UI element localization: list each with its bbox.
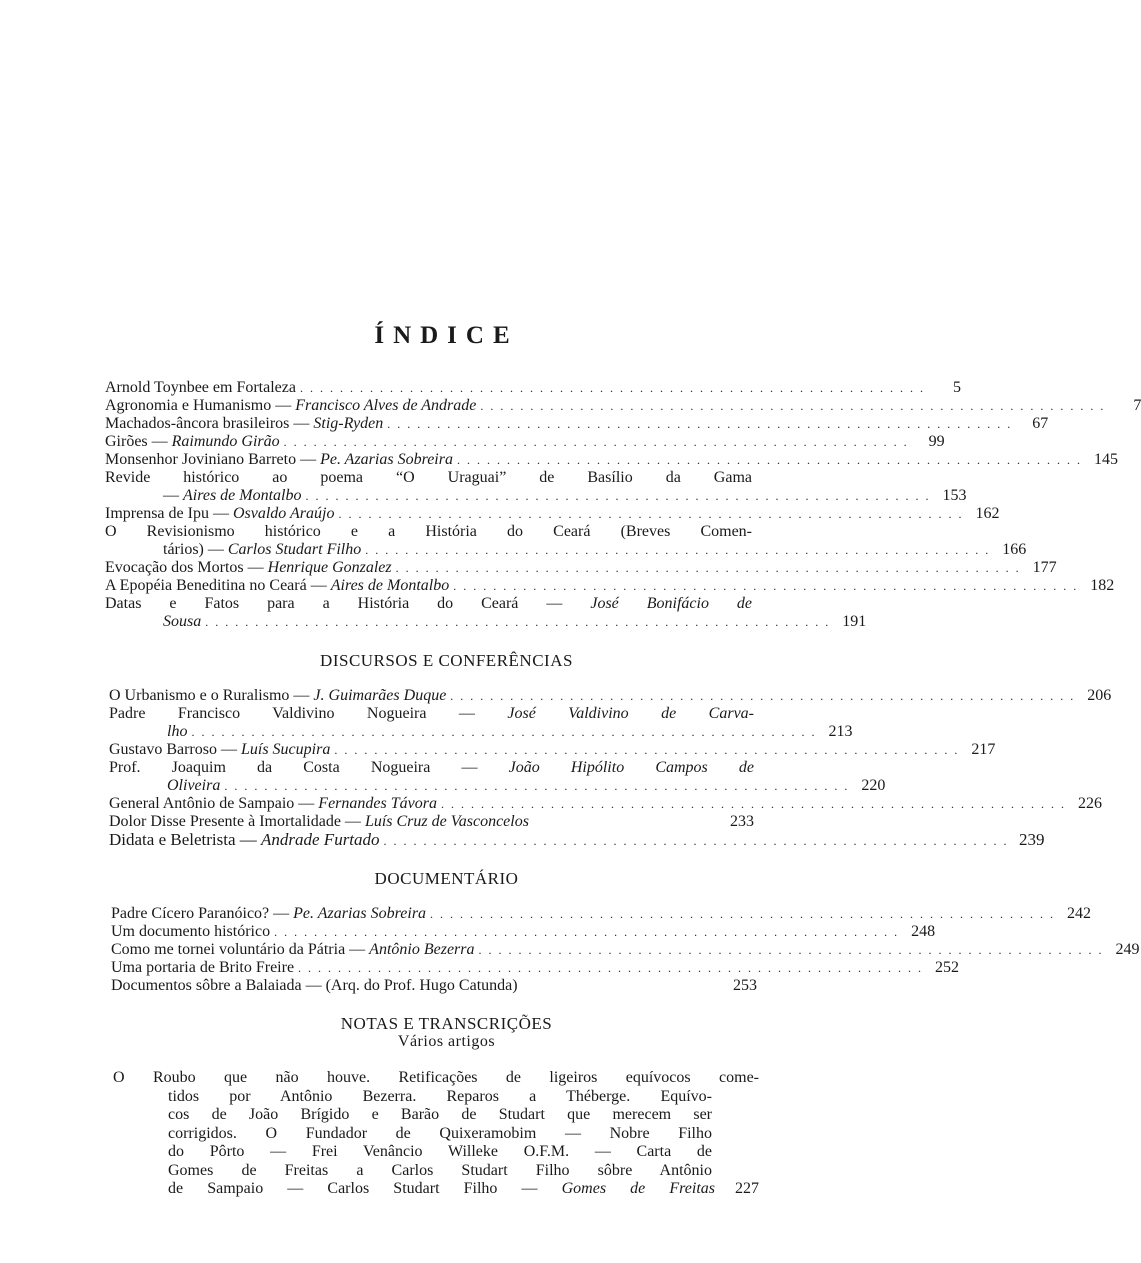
entry-title: Padre Cícero Paranóico? —: [111, 905, 294, 922]
index-entry: [111, 977, 757, 995]
entry-title: A Epopéia Beneditina no Ceará —: [105, 577, 331, 594]
index-entry-continuation: [105, 613, 867, 631]
entry-title: Datas e Fatos para a História do Ceará —: [105, 595, 591, 612]
index-entry: [105, 397, 1141, 415]
leader-dots: . . . . . . . . . . . . . . . . . . . . . . . . . . . . . . . . . . . . . . . . . . . . . . . . . . . . . . . . . . . . . . .: [450, 689, 1076, 703]
leader-dots: . . . . . . . . . . . . . . . . . . . . . . . . . . . . . . . . . . . . . . . . . . . . . . . . . . . . . . . . . . . . . . .: [224, 779, 850, 793]
entry-title: lho: [167, 723, 188, 740]
leader-dots: . . . . . . . . . . . . . . . . . . . . . . . . . . . . . . . . . . . . . . . . . . . . . . . . . . . . . . . . . . . . . . .: [440, 797, 1066, 811]
leader-dots: . . . . . . . . . . . . . . . . . . . . . . . . . . . . . . . . . . . . . . . . . . . . . . . . . . . . . . . . . . . . . . .: [453, 579, 1079, 593]
entry-title: Revide histórico ao poema “O Uraguai” de Basílio da Gama: [105, 469, 752, 486]
entry-page: 166: [1002, 541, 1027, 558]
entry-title: Girões —: [105, 433, 172, 450]
entry-page: 206: [1087, 687, 1112, 704]
entry-author: Raimundo Girão: [171, 433, 280, 450]
entry-page: 242: [1067, 905, 1092, 922]
entry-title: Imprensa de Ipu —: [105, 505, 233, 522]
entry-title: Didata e Beletrista —: [109, 830, 262, 849]
paragraph-line: de Sampaio — Carlos Studart Filho —: [168, 1180, 562, 1197]
entry-author: Henrique Gonzalez: [267, 559, 392, 576]
entry-author: Oliveira: [167, 777, 221, 794]
entry-page: 177: [1032, 559, 1057, 576]
entry-author: Stig-Ryden: [313, 415, 384, 432]
index-entry: [111, 959, 960, 977]
index-entry: [111, 941, 1140, 959]
paragraph-line: cos de João Brígido e Barão de Studart que merecem ser: [168, 1106, 712, 1123]
entry-page: 7: [1133, 397, 1141, 414]
entry-page: 227: [735, 1180, 759, 1197]
entry-author: Andrade Furtado: [261, 830, 380, 849]
leader-dots: . . . . . . . . . . . . . . . . . . . . . . . . . . . . . . . . . . . . . . . . . . . . . . . . . . . . . . . . . . . . . . .: [430, 907, 1056, 921]
leader-dots: . . . . . . . . . . . . . . . . . . . . . . . . . . . . . . . . . . . . . . . . . . . . . . . . . . . . . . . . . . . . . . .: [205, 615, 831, 629]
leader-dots: . . . . . . . . . . . . . . . . . . . . . . . . . . . . . . . . . . . . . . . . . . . . . . . . . . . . . . . . . . . . . . .: [334, 743, 960, 757]
leader-dots: . . . . . . . . . . . . . . . . . . . . . . . . . . . . . . . . . . . . . . . . . . . . . . . . . . . . . . . . . . . . . . .: [365, 543, 991, 557]
leader-dots: . . . . . . . . . . . . . . . . . . . . . . . . . . . . . . . . . . . . . . . . . . . . . . . . . . . . . . . . . . . . . . .: [338, 507, 964, 521]
entry-page: 239: [1019, 830, 1045, 849]
entry-author: Fernandes Távora: [318, 795, 437, 812]
entry-author: Antônio Bezerra: [369, 941, 475, 958]
index-entry: [105, 523, 752, 541]
page-title: ÍNDICE: [374, 322, 519, 349]
index-entry: [109, 830, 1045, 849]
leader-dots: . . . . . . . . . . . . . . . . . . . . . . . . . . . . . . . . . . . . . . . . . . . . . . . . . . . . . . . . . . . . . . .: [478, 943, 1104, 957]
entry-title: Machados-âncora brasileiros —: [105, 415, 314, 432]
paragraph-line: tidos por Antônio Bezerra. Reparos a Théberge. Equívo-: [168, 1087, 712, 1105]
entry-title: Dolor Disse Presente à Imortalidade —: [109, 813, 365, 830]
index-entry-continuation: [109, 777, 886, 795]
entry-author: Francisco Alves de Andrade: [295, 397, 477, 414]
entry-title: Documentos sôbre a Balaiada — (Arq. do Prof. Hugo Catunda): [111, 977, 518, 994]
entry-page: 153: [942, 487, 967, 504]
entry-author: Pe. Azarias Sobreira: [320, 451, 453, 468]
entry-author: Gomes de Freitas: [561, 1180, 716, 1197]
index-entry: [105, 469, 752, 487]
leader-dots: . . . . . . . . . . . . . . . . . . . . . . . . . . . . . . . . . . . . . . . . . . . . . . . . . . . . . . . . . . . . . . .: [298, 961, 924, 975]
documentario-list: [111, 905, 1140, 995]
index-entry-continuation: [105, 487, 967, 505]
entry-page: 213: [828, 723, 853, 740]
leader-dots: . . . . . . . . . . . . . . . . . . . . . . . . . . . . . . . . . . . . . . . . . . . . . . . . . . . . . . . . . . . . . . .: [299, 381, 925, 395]
entry-title: O Urbanismo e o Ruralismo —: [109, 687, 314, 704]
leader-dots: . . . . . . . . . . . . . . . . . . . . . . . . . . . . . . . . . . . . . . . . . . . . . . . . . . . . . . . . . . . . . . .: [191, 725, 817, 739]
entry-title: Evocação dos Mortos —: [105, 559, 268, 576]
entry-author: José Bonifácio de: [590, 595, 753, 612]
entry-page: 249: [1115, 941, 1140, 958]
index-entry: [111, 923, 936, 941]
entry-page: 182: [1090, 577, 1115, 594]
entry-title: Um documento histórico: [111, 923, 271, 940]
entry-page: 253: [733, 977, 757, 994]
entry-page: 67: [1032, 415, 1049, 432]
entry-title: —: [163, 487, 183, 504]
index-entry: [109, 741, 996, 759]
entry-author: J. Guimarães Duque: [313, 687, 447, 704]
entry-title: Agronomia e Humanismo —: [105, 397, 296, 414]
entry-page: 5: [952, 379, 961, 396]
paragraph-last-line: [113, 1180, 759, 1199]
entry-author: Luís Sucupira: [240, 741, 331, 758]
section-heading-documentario: DOCUMENTÁRIO: [374, 869, 519, 888]
discursos-list: [109, 687, 1112, 849]
entry-page: 233: [730, 813, 754, 830]
entry-page: 217: [971, 741, 996, 758]
index-entry: [109, 795, 1102, 813]
leader-dots: . . . . . . . . . . . . . . . . . . . . . . . . . . . . . . . . . . . . . . . . . . . . . . . . . . . . . . . . . . . . . . .: [387, 417, 1013, 431]
entry-author: Pe. Azarias Sobreira: [293, 905, 427, 922]
section-subheading-notas: Vários artigos: [397, 1033, 496, 1050]
entry-page: 248: [911, 923, 936, 940]
index-entry: [111, 905, 1092, 923]
entry-title: Uma portaria de Brito Freire: [111, 959, 295, 976]
leader-dots: . . . . . . . . . . . . . . . . . . . . . . . . . . . . . . . . . . . . . . . . . . . . . . . . . . . . . . . . . . . . . . .: [395, 561, 1021, 575]
index-entry-continuation: [105, 541, 1027, 559]
paragraph-line: corrigidos. O Fundador de Quixeramobim — Nobre Filho: [168, 1124, 712, 1142]
section-heading-discursos: DISCURSOS E CONFERÊNCIAS: [320, 651, 573, 670]
entry-author: Sousa: [163, 613, 202, 630]
entry-title: Arnold Toynbee em Fortaleza: [105, 379, 296, 396]
index-entry: [109, 705, 754, 723]
index-entry: [105, 559, 1057, 577]
leader-dots: . . . . . . . . . . . . . . . . . . . . . . . . . . . . . . . . . . . . . . . . . . . . . . . . . . . . . . . . . . . . . . .: [274, 925, 900, 939]
section-heading-notas: NOTAS E TRANSCRIÇÕES: [340, 1014, 553, 1033]
index-entry: [109, 687, 1112, 705]
entry-page: 191: [842, 613, 867, 630]
index-entry: [105, 451, 1118, 469]
entry-author: Luís Cruz de Vasconcelos: [364, 813, 529, 830]
entry-title: Padre Francisco Valdivino Nogueira —: [109, 705, 508, 722]
index-entry: [105, 505, 1000, 523]
entry-title: Prof. Joaquim da Costa Nogueira —: [109, 759, 509, 776]
leader-dots: . . . . . . . . . . . . . . . . . . . . . . . . . . . . . . . . . . . . . . . . . . . . . . . . . . . . . . . . . . . . . . .: [283, 435, 909, 449]
entry-title: O Revisionismo histórico e a História do Ceará (Breves Comen-: [105, 523, 752, 540]
index-entry: [109, 759, 754, 777]
leader-dots: . . . . . . . . . . . . . . . . . . . . . . . . . . . . . . . . . . . . . . . . . . . . . . . . . . . . . . . . . . . . . . .: [480, 399, 1106, 413]
entry-page: 252: [935, 959, 960, 976]
entry-author: Aires de Montalbo: [183, 487, 302, 504]
paragraph-line: O Roubo que não houve. Retificações de ligeiros equívocos come-: [113, 1069, 759, 1086]
entry-page: 220: [861, 777, 886, 794]
index-entry: [105, 433, 945, 451]
paragraph-line: Gomes de Freitas a Carlos Studart Filho sôbre Antônio: [168, 1161, 712, 1179]
entry-page: 145: [1093, 451, 1118, 468]
entry-page: 99: [928, 433, 945, 450]
leader-dots: . . . . . . . . . . . . . . . . . . . . . . . . . . . . . . . . . . . . . . . . . . . . . . . . . . . . . . . . . . . . . . .: [305, 489, 931, 503]
notas-paragraph: [113, 1069, 759, 1199]
entry-author: Osvaldo Araújo: [232, 505, 335, 522]
main-index-list: [105, 379, 1141, 631]
entry-page: 162: [975, 505, 1000, 522]
index-entry: [105, 577, 1115, 595]
entry-author: João Hipólito Campos de: [508, 759, 754, 776]
leader-dots: . . . . . . . . . . . . . . . . . . . . . . . . . . . . . . . . . . . . . . . . . . . . . . . . . . . . . . . . . . . . . . .: [383, 834, 1009, 848]
entry-author: José Valdivino de Carva-: [507, 705, 755, 722]
paragraph-line: do Pôrto — Frei Venâncio Willeke O.F.M. — Carta de: [168, 1143, 712, 1160]
index-entry: [105, 415, 1049, 433]
entry-title: General Antônio de Sampaio —: [109, 795, 319, 812]
index-entry-continuation: [109, 723, 853, 741]
entry-page: 226: [1077, 795, 1102, 812]
entry-title: Gustavo Barroso —: [109, 741, 241, 758]
entry-author: Aires de Montalbo: [330, 577, 450, 594]
index-entry: [105, 595, 752, 613]
entry-title: tários) —: [163, 541, 228, 558]
entry-author: Carlos Studart Filho: [227, 541, 362, 558]
entry-title: Monsenhor Joviniano Barreto —: [105, 451, 321, 468]
index-entry: [109, 813, 754, 831]
index-entry: [105, 379, 961, 397]
leader-dots: . . . . . . . . . . . . . . . . . . . . . . . . . . . . . . . . . . . . . . . . . . . . . . . . . . . . . . . . . . . . . . .: [456, 453, 1082, 467]
entry-title: Como me tornei voluntário da Pátria —: [111, 941, 370, 958]
